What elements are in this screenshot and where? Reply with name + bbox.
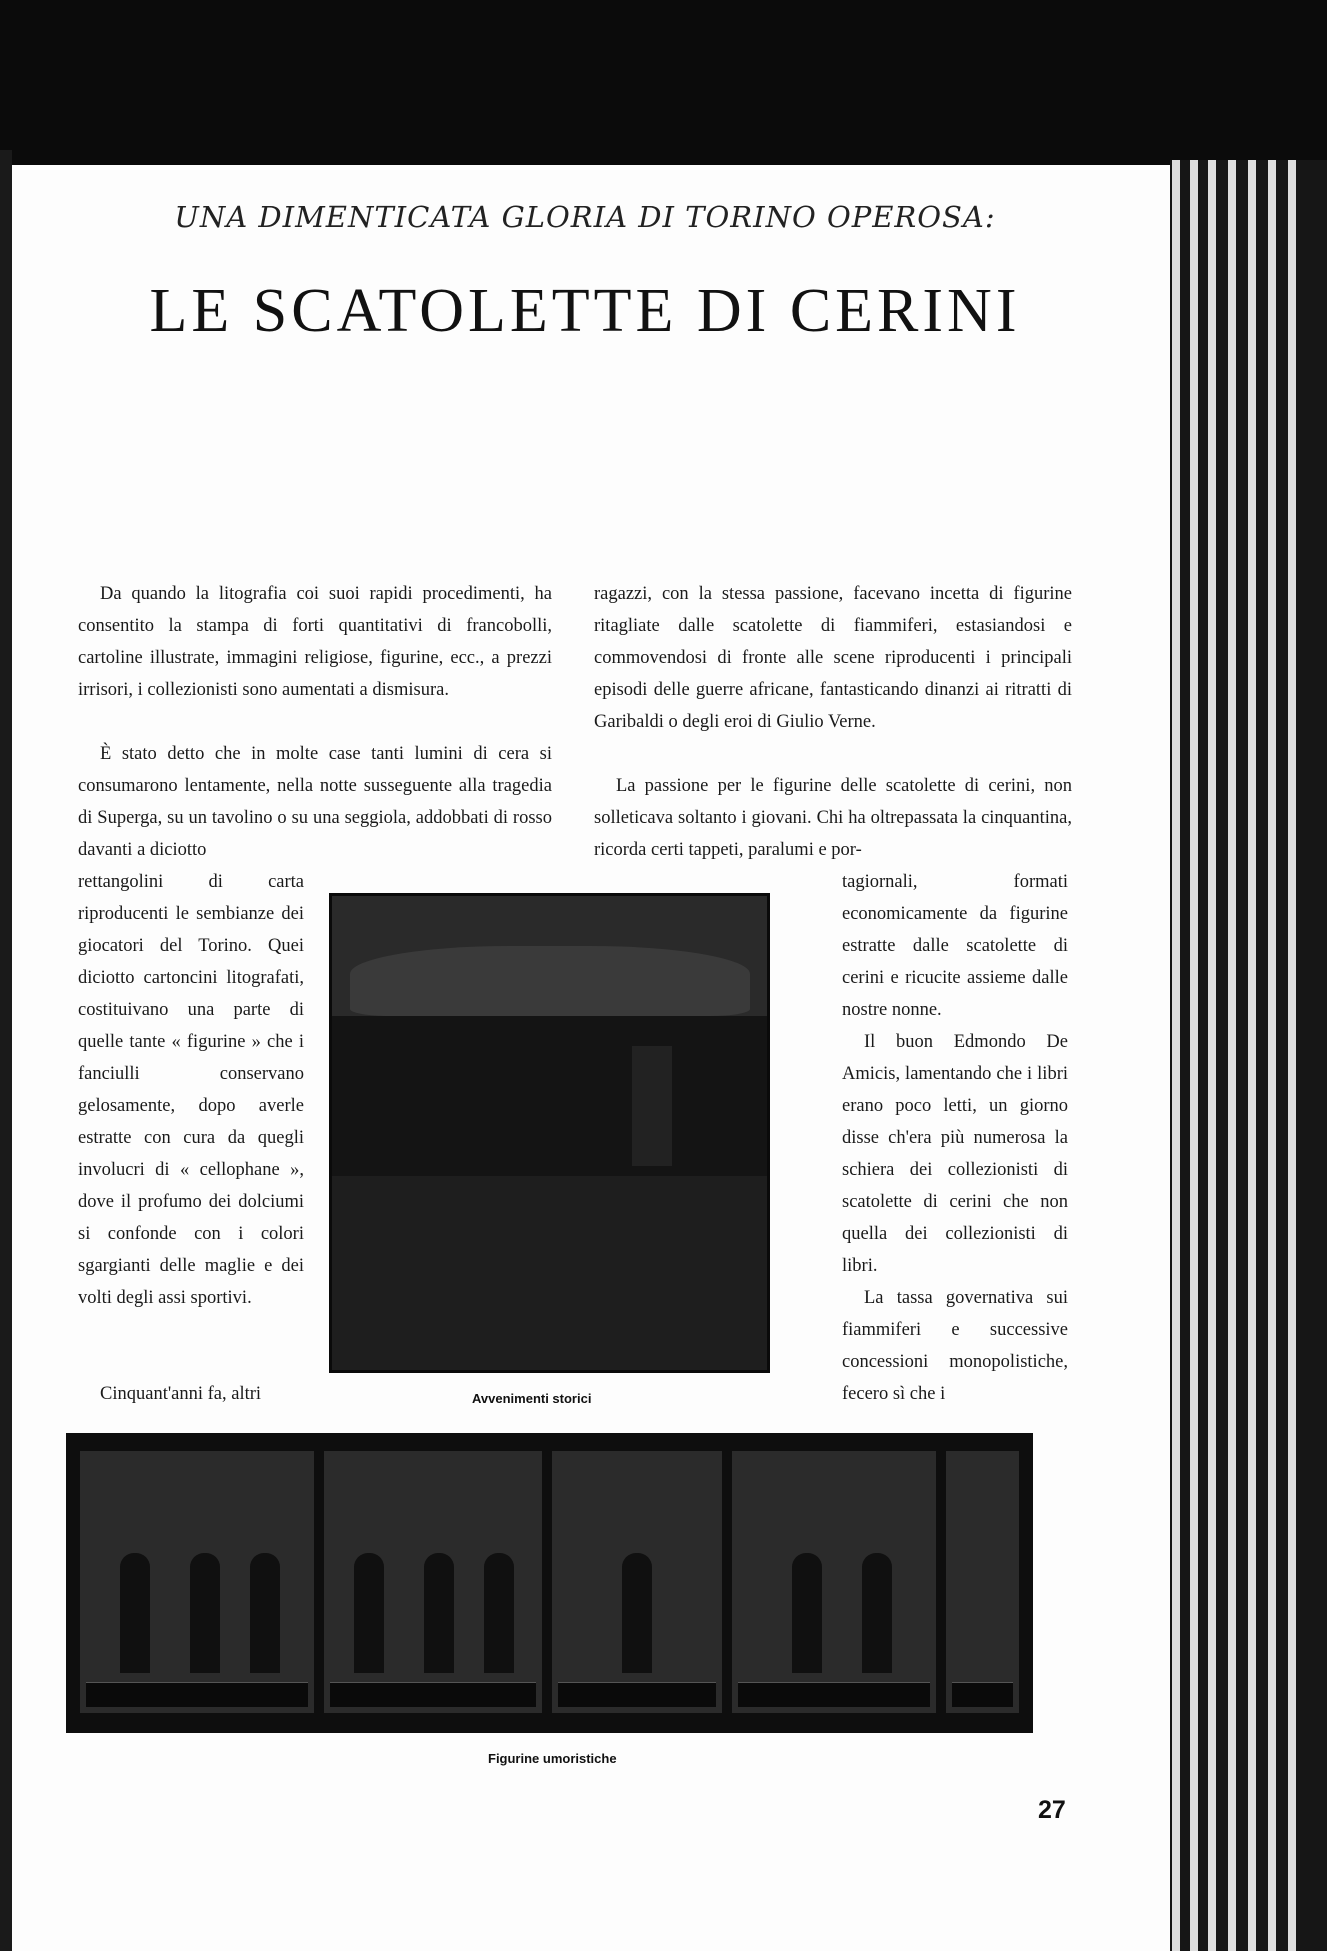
page-edge — [1172, 160, 1180, 1951]
paragraph-passione-text: La passione per le figurine delle scatolette di cerini, non solleticava soltanto i giovani. Chi ha oltrepassata la cinquantina, ricorda certi tappeti, paralumi e por- — [594, 776, 1072, 860]
figurine-panel — [80, 1451, 314, 1713]
paragraph-narrow-right-1: tagiornali, formati economicamente da figurine estratte dalle scatolette di cerini e ricucite assieme dalle nostre nonne. — [842, 872, 1068, 1020]
photo-ground — [332, 1176, 767, 1373]
paragraph-tassa — [842, 1282, 1068, 1410]
page-edge — [1228, 160, 1236, 1951]
figurine-panel — [732, 1451, 936, 1713]
paragraph-narrow-left: rettangolini di carta riproducenti le sembianze dei giocatori del Torino. Quei diciotto cartoncini litografati, costituivano una parte di quelle tante « figurine » che i fanciulli conservano gelosamente, dopo averle estratte con cura da quegli involucri di « cellophane », dove il profumo dei dolciumi si confonde con i colori sgargianti delle maglie e dei volti degli assi sportivi. — [78, 872, 304, 1308]
caption-humorous-figurines: Figurine umoristiche — [488, 1751, 617, 1766]
page-number: 27 — [1038, 1796, 1066, 1824]
paragraph-passione — [594, 770, 1072, 866]
figurine-silhouette — [424, 1553, 454, 1673]
page-edge — [1190, 160, 1198, 1951]
photo-banner — [350, 946, 750, 1016]
scan-left-border — [0, 150, 12, 1951]
figurine-silhouette — [622, 1553, 652, 1673]
figurine-silhouette — [120, 1553, 150, 1673]
paragraph-superga — [78, 738, 552, 866]
paragraph-ragazzi: ragazzi, con la stessa passione, facevano incetta di figurine ritagliate dalle scatolette di fiammiferi, estasiandosi e commovendosi di fronte alle scene riproducenti i principali episodi delle guerre africane, fantasticando dinanzi ai ritratti di Garibaldi o degli eroi di Giulio Verne. — [594, 584, 1072, 732]
photo-tower — [632, 1046, 672, 1166]
figurine-panel — [552, 1451, 722, 1713]
page-edge — [1208, 160, 1216, 1951]
figurine-silhouette — [190, 1553, 220, 1673]
caption-historic-events: Avvenimenti storici — [472, 1391, 592, 1406]
page-edge — [1248, 160, 1256, 1951]
photo-strip-humorous — [66, 1433, 1033, 1733]
paragraph-intro — [78, 578, 552, 706]
figurine-label-bar — [86, 1682, 308, 1707]
figurine-silhouette — [862, 1553, 892, 1673]
paragraph-de-amicis-text: Il buon Edmondo De Amicis, lamentando che i libri erano poco letti, un giorno disse ch'era più numerosa la schiera dei collezionisti di scatolette di cerini che non quella dei collezionisti di libri. — [842, 1032, 1068, 1276]
figurine-label-bar — [330, 1682, 536, 1707]
photo-historic-events — [329, 893, 770, 1373]
figurine-silhouette — [354, 1553, 384, 1673]
scan-top-border — [0, 0, 1327, 165]
figurine-label-bar — [738, 1682, 930, 1707]
paragraph-cinquant-anni — [78, 1378, 304, 1410]
paragraph-cinquant-anni-text: Cinquant'anni fa, altri — [100, 1384, 262, 1404]
article-kicker: UNA DIMENTICATA GLORIA DI TORINO OPEROSA: — [174, 200, 996, 234]
figurine-label-bar — [952, 1682, 1013, 1707]
paragraph-de-amicis — [842, 1026, 1068, 1282]
figurine-panel — [946, 1451, 1019, 1713]
figurine-silhouette — [250, 1553, 280, 1673]
figurine-silhouette — [484, 1553, 514, 1673]
figurine-panel — [324, 1451, 542, 1713]
page-edge — [1288, 160, 1296, 1951]
paragraph-superga-text: È stato detto che in molte case tanti lumini di cera si consumarono lentamente, nella notte susseguente alla tragedia di Superga, su un tavolino o su una seggiola, addobbati di rosso davanti a diciotto — [78, 744, 552, 860]
figurine-silhouette — [792, 1553, 822, 1673]
page-edge — [1268, 160, 1276, 1951]
page-stack-edge — [1170, 160, 1327, 1951]
paragraph-intro-text: Da quando la litografia coi suoi rapidi procedimenti, ha consentito la stampa di forti quantitativi di francobolli, cartoline illustrate, immagini religiose, figurine, ecc., a prezzi irrisori, i collezionisti sono aumentati a dismisura. — [78, 584, 552, 700]
figurine-label-bar — [558, 1682, 716, 1707]
article-title: LE SCATOLETTE DI CERINI — [149, 277, 1021, 345]
paragraph-tassa-text: La tassa governativa sui fiammiferi e successive concessioni monopolistiche, fecero sì che i — [842, 1288, 1068, 1404]
